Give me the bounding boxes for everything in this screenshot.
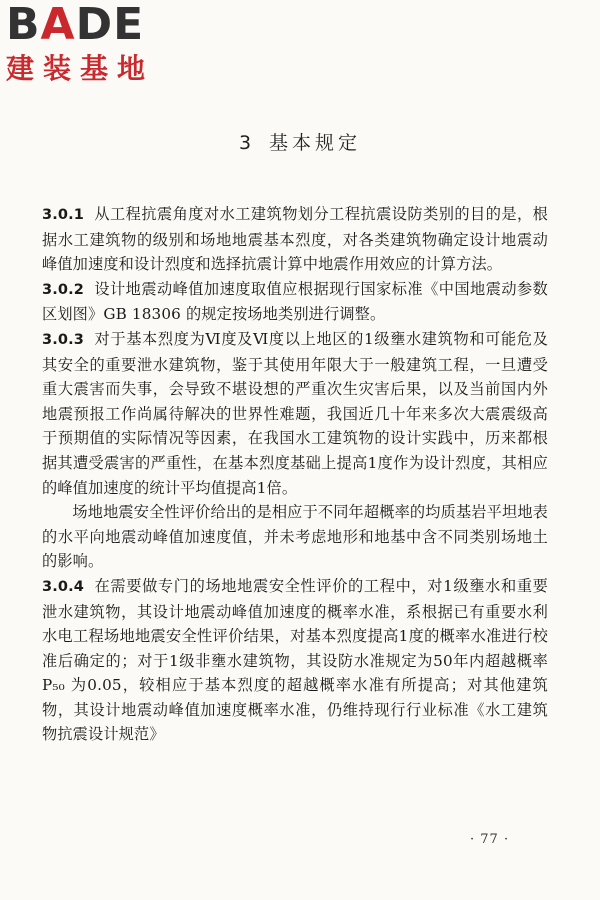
clause-3-0-4 <box>42 574 548 747</box>
clause-text: 设计地震动峰值加速度取值应根据现行国家标准《中国地震动参数区划图》GB 18306 的规定按场地类别进行调整。 <box>42 279 548 324</box>
clause-number: 3.0.3 <box>42 331 85 348</box>
clause-text: 在需要做专门的场地地震安全性评价的工程中，对1级壅水和重要泄水建筑物，其设计地震动峰值加速度的概率水准，系根据已有重要水利水电工程场地地震安全性评价结果，对基本烈度提高1度的概率水准进行校准后确定的；对于1级非壅水建筑物，其设防水准规定为50年内超越概率 P₅₀ 为0.05，较相应于基本烈度的超越概率水准有所提高；对其他建筑物，其设计地震动峰值加速度概率水准，仍维持现行行业标准《水工建筑物抗震设计规范》 <box>42 576 548 744</box>
logo-wordmark <box>6 2 176 48</box>
clause-text: 对于基本烈度为Ⅵ度及Ⅵ度以上地区的1级壅水建筑物和可能危及其安全的重要泄水建筑物，鉴于其使用年限大于一般建筑工程，一旦遭受重大震害而失事，会导致不堪设想的严重次生灾害后果，以及当前国内外地震预报工作尚属待解决的世界性难题，我国近几十年来多次大震震级高于预期值的实际情况等因素，在我国水工建筑物的设计实践中，历来都根据其遭受震害的严重性，在基本烈度基础上提高1度作为设计烈度，其相应的峰值加速度的统计平均值提高1倍。 <box>42 329 548 497</box>
chapter-title-text: 基本规定 <box>269 132 362 154</box>
chapter-number: 3 <box>238 132 256 154</box>
clause-3-0-2 <box>42 277 548 327</box>
logo-letters-de: DE <box>75 0 145 50</box>
clause-3-0-1 <box>42 202 548 277</box>
clause-number: 3.0.1 <box>42 207 85 223</box>
clause-text: 从工程抗震角度对水工建筑物划分工程抗震设防类别的目的是，根据水工建筑物的级别和场地地震基本烈度，对各类建筑物确定设计地震动峰值加速度和设计烈度和选择抗震计算中地震作用效应的计算方法。 <box>42 205 548 274</box>
document-body <box>42 202 548 747</box>
logo-subtitle: 建装基地 <box>6 52 155 85</box>
logo-letter-b: B <box>6 0 41 50</box>
logo <box>6 2 176 86</box>
clause-number: 3.0.4 <box>42 578 85 595</box>
chapter-title <box>0 128 600 155</box>
logo-letter-a: A <box>40 0 76 50</box>
clause-3-0-3 <box>42 327 548 500</box>
page-number: · 77 · <box>470 832 510 847</box>
clause-number: 3.0.2 <box>42 281 85 298</box>
clause-3-0-3-continuation <box>42 500 548 574</box>
paragraph-text: 场地地震安全性评价给出的是相应于不同年超概率的均质基岩平坦地表的水平向地震动峰值加速度值，并未考虑地形和地基中含不同类别场地土的影响。 <box>42 503 548 571</box>
